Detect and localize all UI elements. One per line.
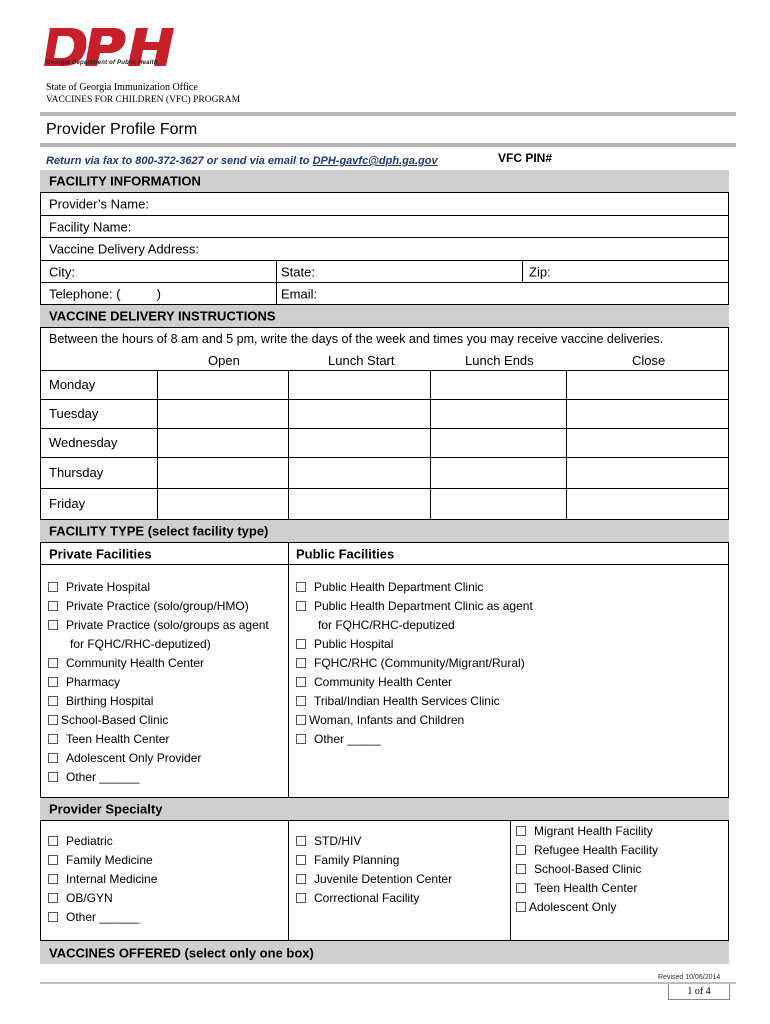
- option-label: Adolescent Only Provider: [66, 751, 202, 765]
- checkbox[interactable]: [296, 658, 306, 668]
- private-facility-list: [48, 578, 269, 787]
- public-facilities-label: Public Facilities: [296, 546, 395, 561]
- option-label: Correctional Facility: [314, 891, 420, 905]
- zip-label: Zip:: [529, 264, 551, 279]
- juvenile-detention-option[interactable]: [296, 870, 452, 889]
- checkbox[interactable]: [516, 826, 526, 836]
- adolescent-only-provider-option[interactable]: [48, 749, 269, 768]
- vaccines-offered-header: [40, 941, 729, 964]
- facility-name-field[interactable]: [40, 216, 729, 238]
- return-text: Return via fax to 800-372-3627 or send via email to: [46, 155, 313, 167]
- revision-date: Revised 10/06/2014: [658, 974, 721, 981]
- checkbox[interactable]: [516, 845, 526, 855]
- school-based-clinic-option[interactable]: [48, 711, 269, 730]
- private-practice-option[interactable]: [48, 597, 269, 616]
- fqhc-rhc-option[interactable]: [296, 654, 533, 673]
- checkbox[interactable]: [48, 696, 58, 706]
- community-health-center-option[interactable]: [48, 654, 269, 673]
- checkbox[interactable]: [48, 912, 58, 922]
- option-label: Private Practice (solo/group/HMO): [66, 599, 249, 613]
- checkbox[interactable]: [296, 639, 306, 649]
- schedule-row-tuesday: [40, 400, 729, 429]
- day-friday: Friday: [49, 496, 86, 511]
- option-label: Pharmacy: [66, 675, 121, 689]
- option-label: Family Medicine: [66, 853, 153, 867]
- checkbox[interactable]: [296, 677, 306, 687]
- city-state-zip-row: [40, 261, 729, 283]
- checkbox[interactable]: [296, 893, 306, 903]
- header-rule: [40, 112, 736, 116]
- option-label: Migrant Health Facility: [534, 824, 653, 838]
- delivery-instructions-text: Between the hours of 8 am and 5 pm, write the days of the week and times you may receive vaccine deliveries.: [49, 332, 664, 346]
- checkbox[interactable]: [48, 734, 58, 744]
- public-facility-list: [296, 578, 533, 749]
- option-label: Teen Health Center: [66, 732, 170, 746]
- checkbox[interactable]: [296, 696, 306, 706]
- delivery-address-label: Vaccine Delivery Address:: [49, 241, 200, 257]
- specialty-school-clinic-option[interactable]: [516, 860, 658, 879]
- checkbox[interactable]: [296, 582, 306, 592]
- checkbox[interactable]: [48, 893, 58, 903]
- email-label: Email:: [281, 286, 318, 301]
- schedule-row-wednesday: [40, 429, 729, 458]
- checkbox[interactable]: [296, 734, 306, 744]
- schedule-row-friday: [40, 489, 729, 520]
- providers-name-field[interactable]: [40, 193, 729, 216]
- delivery-instructions-text-row: [40, 328, 729, 350]
- option-label: STD/HIV: [314, 834, 362, 848]
- option-label: Birthing Hospital: [66, 694, 154, 708]
- internal-medicine-option[interactable]: [48, 870, 157, 889]
- checkbox[interactable]: [48, 582, 58, 592]
- divider: [510, 821, 511, 941]
- option-continuation: [48, 635, 269, 654]
- specialty-list-2: [296, 832, 452, 908]
- option-label: Juvenile Detention Center: [314, 872, 453, 886]
- facility-type-header: [40, 520, 729, 543]
- private-other-option[interactable]: [48, 768, 269, 787]
- day-thursday: Thursday: [49, 465, 104, 480]
- col-close: Close: [632, 353, 666, 368]
- footer-rule: [40, 982, 736, 984]
- ob-gyn-option[interactable]: [48, 889, 157, 908]
- public-health-dept-agent-option[interactable]: [296, 597, 533, 616]
- checkbox[interactable]: [296, 855, 306, 865]
- option-continuation: [296, 616, 533, 635]
- wic-option[interactable]: [296, 711, 533, 730]
- option-label: Adolescent Only: [529, 900, 617, 914]
- vfc-pin-label: VFC PIN#: [498, 151, 553, 165]
- correctional-facility-option[interactable]: [296, 889, 452, 908]
- checkbox[interactable]: [48, 772, 58, 782]
- email-link[interactable]: DPH-gavfc@dph.ga.gov: [312, 155, 438, 167]
- specialty-list-3: [516, 822, 658, 917]
- option-label: School-Based Clinic: [534, 862, 642, 876]
- schedule-row-thursday: [40, 458, 729, 489]
- checkbox[interactable]: [48, 601, 58, 611]
- checkbox[interactable]: [296, 874, 306, 884]
- option-label: OB/GYN: [66, 891, 113, 905]
- option-label: Family Planning: [314, 853, 400, 867]
- option-label: Other ______: [66, 910, 140, 924]
- provider-specialty-title: Provider Specialty: [49, 801, 163, 817]
- family-planning-option[interactable]: [296, 851, 452, 870]
- provider-specialty-header: [40, 798, 729, 821]
- public-other-option[interactable]: [296, 730, 533, 749]
- checkbox[interactable]: [296, 601, 306, 611]
- pediatric-option[interactable]: [48, 832, 157, 851]
- col-lunch-ends: Lunch Ends: [465, 353, 534, 368]
- teen-health-center-option[interactable]: [48, 730, 269, 749]
- page-number: 1 of 4: [668, 984, 730, 1000]
- option-label: Public Health Department Clinic as agent: [314, 599, 533, 613]
- birthing-hospital-option[interactable]: [48, 692, 269, 711]
- city-label: City:: [49, 264, 75, 279]
- checkbox[interactable]: [516, 902, 526, 912]
- checkbox[interactable]: [48, 677, 58, 687]
- specialty-adolescent-only-option[interactable]: [516, 898, 658, 917]
- refugee-health-option[interactable]: [516, 841, 658, 860]
- public-hospital-option[interactable]: [296, 635, 533, 654]
- option-label: School-Based Clinic: [61, 713, 169, 727]
- migrant-health-option[interactable]: [516, 822, 658, 841]
- telephone-email-row: [40, 283, 729, 305]
- divider: [522, 261, 523, 283]
- checkbox[interactable]: [48, 658, 58, 668]
- option-label: Private Hospital: [66, 580, 151, 594]
- checkbox[interactable]: [296, 836, 306, 846]
- delivery-address-field[interactable]: [40, 238, 729, 261]
- checkbox[interactable]: [516, 864, 526, 874]
- option-label: Private Practice (solo/groups as agent: [66, 618, 269, 632]
- facility-info-title: FACILITY INFORMATION: [49, 173, 201, 189]
- specialty-list-1: [48, 832, 157, 927]
- facility-info-header: [40, 170, 729, 193]
- program-name: VACCINES FOR CHILDREN (VFC) PROGRAM: [46, 95, 241, 105]
- option-label: Community Health Center: [66, 656, 205, 670]
- option-label: Other ______: [66, 770, 140, 784]
- facility-type-subheader: [40, 543, 729, 565]
- logo-subtitle: Georgia Department of Public Health: [46, 60, 158, 66]
- std-hiv-option[interactable]: [296, 832, 452, 851]
- private-practice-agent-option[interactable]: [48, 616, 269, 635]
- schedule-header-row: [40, 350, 729, 371]
- divider: [157, 371, 158, 520]
- private-hospital-option[interactable]: [48, 578, 269, 597]
- option-label: Public Health Department Clinic: [314, 580, 484, 594]
- specialty-other-option[interactable]: [48, 908, 157, 927]
- return-instructions: [46, 155, 438, 167]
- tribal-indian-clinic-option[interactable]: [296, 692, 533, 711]
- office-name: State of Georgia Immunization Office: [46, 82, 198, 93]
- option-label: Refugee Health Facility: [534, 843, 659, 857]
- checkbox[interactable]: [48, 874, 58, 884]
- divider: [288, 821, 289, 941]
- option-label: Other _____: [314, 732, 381, 746]
- checkbox[interactable]: [48, 855, 58, 865]
- pharmacy-option[interactable]: [48, 673, 269, 692]
- page-title: Provider Profile Form: [46, 121, 198, 138]
- facility-name-label: Facility Name:: [49, 219, 132, 234]
- providers-name-label: Provider’s Name:: [49, 196, 149, 212]
- title-rule: [40, 143, 736, 147]
- option-label: for FQHC/RHC-deputized): [70, 637, 211, 651]
- day-monday: Monday: [49, 377, 96, 392]
- private-facilities-label: Private Facilities: [49, 546, 152, 561]
- checkbox[interactable]: [48, 753, 58, 763]
- option-label: Teen Health Center: [534, 881, 638, 895]
- delivery-instructions-header: [40, 305, 729, 328]
- vaccines-offered-title: VACCINES OFFERED (select only one box): [49, 945, 314, 960]
- divider: [430, 371, 431, 520]
- option-label: Pediatric: [66, 834, 113, 848]
- option-label: Community Health Center: [314, 675, 453, 689]
- dph-logo: [44, 22, 174, 74]
- option-label: Woman, Infants and Children: [309, 713, 465, 727]
- checkbox[interactable]: [48, 715, 58, 725]
- checkbox[interactable]: [516, 883, 526, 893]
- public-community-health-center-option[interactable]: [296, 673, 533, 692]
- family-medicine-option[interactable]: [48, 851, 157, 870]
- delivery-instructions-title: VACCINE DELIVERY INSTRUCTIONS: [49, 308, 276, 324]
- divider: [566, 371, 567, 520]
- checkbox[interactable]: [296, 715, 306, 725]
- option-label: Public Hospital: [314, 637, 394, 651]
- option-label: Internal Medicine: [66, 872, 158, 886]
- public-health-dept-clinic-option[interactable]: [296, 578, 533, 597]
- specialty-teen-health-option[interactable]: [516, 879, 658, 898]
- option-label: Tribal/Indian Health Services Clinic: [314, 694, 500, 708]
- day-tuesday: Tuesday: [49, 406, 99, 421]
- option-label: FQHC/RHC (Community/Migrant/Rural): [314, 656, 525, 670]
- telephone-label: Telephone: ( ): [49, 286, 161, 301]
- day-wednesday: Wednesday: [49, 435, 118, 450]
- option-label: for FQHC/RHC-deputized: [318, 618, 455, 632]
- checkbox[interactable]: [48, 836, 58, 846]
- divider: [288, 371, 289, 520]
- col-lunch-start: Lunch Start: [328, 353, 395, 368]
- facility-type-title: FACILITY TYPE (select facility type): [49, 523, 269, 539]
- schedule-row-monday: [40, 371, 729, 400]
- checkbox[interactable]: [48, 620, 58, 630]
- col-open: Open: [208, 353, 240, 368]
- state-label: State:: [281, 264, 315, 279]
